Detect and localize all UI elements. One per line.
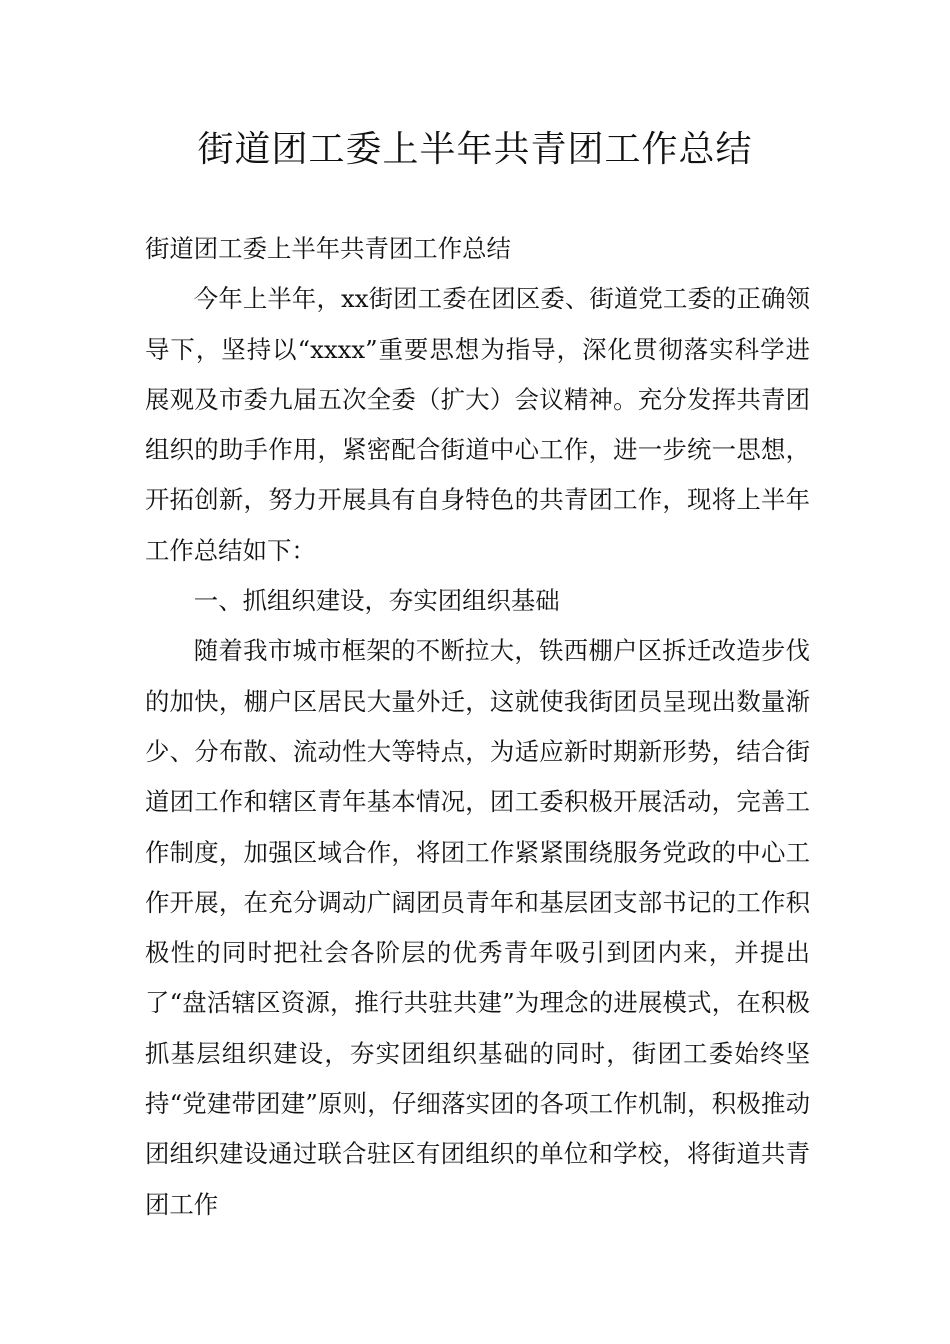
paragraph-organization: 随着我市城市框架的不断拉大，铁西棚户区拆迁改造步伐的加快，棚户区居民大量外迁，这就使我街团员呈现出数量渐少、分布散、流动性大等特点，为适应新时期新形势，结合街道团工作和辖区青年基本情况，团工委积极开展活动，完善工作制度，加强区域合作，将团工作紧紧围绕服务党政的中心工作开展，在充分调动广阔团员青年和基层团支部书记的工作积极性的同时把社会各阶层的优秀青年吸引到团内来，并提出了“盘活辖区资源，推行共驻共建”为理念的进展模式，在积极抓基层组织建设，夯实团组织基础的同时，街团工委始终坚持“党建带团建”原则，仔细落实团的各项工作机制，积极推动团组织建设通过联合驻区有团组织的单位和学校，将街道共青团工作: [145, 636, 810, 1219]
section-heading: 一、抓组织建设，夯实团组织基础: [193, 586, 560, 616]
document-subtitle: 街道团工委上半年共青团工作总结: [145, 234, 511, 263]
document-title: 街道团工委上半年共青团工作总结: [197, 129, 753, 170]
paragraph-intro: 今年上半年，xx街团工委在团区委、街道党工委的正确领导下，坚持以“xxxx”重要思想为指导，深化贯彻落实科学进展观及市委九届五次全委（扩大）会议精神。充分发挥共青团组织的助手作用，紧密配合街道中心工作，进一步统一思想，开拓创新，努力开展具有自身特色的共青团工作，现将上半年工作总结如下：: [145, 284, 810, 565]
document-body: [145, 224, 810, 1230]
